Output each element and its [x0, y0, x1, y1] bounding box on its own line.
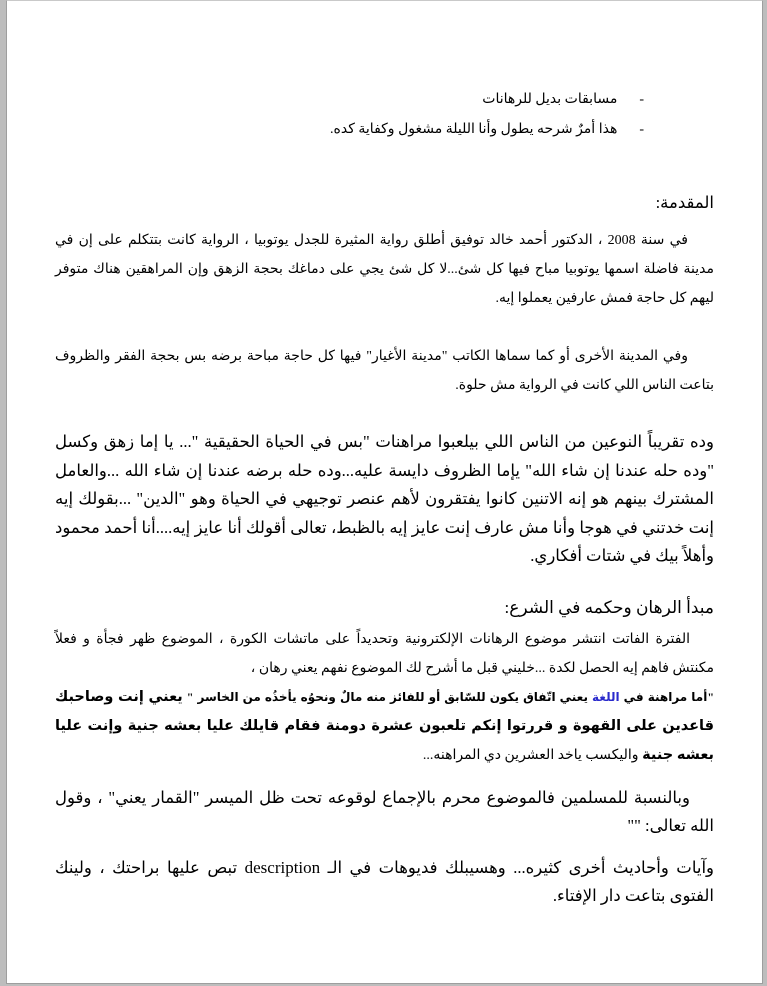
paragraph-utopia: في سنة 2008 ، الدكتور أحمد خالد توفيق أطلق رواية المثيرة للجدل يوتوبيا ، الرواية كانت بتتكلم على إن في مدينة فاضلة اسمها يوتوبيا مباح فيها كل شئ...لا كل شئ يجي على دماغك بحجة الزهق وإن المراهقين هناك متوفر ليهم كل حاجة فمش عارفين يعملوا إيه.: [55, 233, 714, 306]
paragraph-ruling: وبالنسبة للمسلمين فالموضوع محرم بالإجماع لوقوعه تحت ظل الميسر "القمار يعني" ، وقول الله تعالى: "": [55, 787, 714, 835]
section-heading-betting: مبدأ الرهان وحكمه في الشرع:: [504, 597, 714, 617]
paragraph-betting-intro: الفترة الفاتت انتشر موضوع الرهانات الإلكترونية وتحديداً على ماتشات الكورة ، الموضوع ظهر فجأة و فعلاً مكنتش فاهم إيه الحصل لكدة ...خليني قبل ما أشرح لك الموضوع نفهم يعني رهان ،: [55, 631, 714, 676]
intro-heading: المقدمة:: [655, 193, 714, 212]
dictionary-link[interactable]: اللغة: [592, 689, 620, 704]
paragraph-definition-quote: [55, 683, 714, 770]
bullet-list: [55, 85, 714, 145]
quote-open: "أما مراهنة في: [619, 689, 715, 704]
paragraph-other-city: وفي المدينة الأخرى أو كما سماها الكاتب "مدينة الأغيار" فيها كل حاجة مباحة برضه بس بحجة الفقر والظروف بتاعت الناس اللي كانت في الرواية مش حلوة.: [55, 349, 714, 393]
quote-tail: واليكسب ياخد العشرين دي المراهنه...: [422, 747, 639, 763]
bullet-text: مسابقات بديل للرهانات: [482, 92, 618, 107]
quote-rest: يعني اتّفاق يكون للسّابق أو للفائز منه مالٌ ونحوُه يأخذُه من الخاسر ": [182, 689, 593, 704]
paragraph-closing: [55, 854, 714, 910]
list-item: [55, 85, 644, 115]
bullet-dash: -: [639, 92, 644, 107]
closing-text-a: وآيات وأحاديث أخرى كثيره... وهسيبلك فديوهات في الـ: [320, 857, 714, 877]
closing-text-c: تبص عليها براحتك ، ولينك الفتوى بتاعت دار الإفتاء.: [55, 857, 714, 905]
document-page: [6, 0, 763, 984]
paragraph-two-types: وده تقريباً النوعين من الناس اللي بيلعبوا مراهنات "بس في الحياة الحقيقية "... يا إما زهق وكسل "وده حله عندنا إن شاء الله" يإما الظروف دايسة عليه...وده حله برضه عندنا إن شاء الله ...والعامل المشترك بينهم هو إنه الاتنين كانوا يفتقرون لأهم عنصر توجيهي في الحياة وهو "الدين" ...بقولك إيه إنت خدتني في هوجا وأنا مش عارف إنت عايز إيه بالظبط، تعالى أقولك أنا عايز إيه....أنا أحمد محمود وأهلاً بيك في شتات أفكاري.: [55, 432, 714, 565]
list-item: [55, 115, 644, 145]
description-word: description: [244, 857, 321, 877]
quote-explanation: يعني إنت وصاحبك قاعدين على القهوة و قررتوا إنكم تلعبون عشرة دومنة فقام قايلك عليا بعشه جنية وإنت عليا بعشه جنية: [55, 688, 714, 763]
bullet-dash: -: [639, 122, 644, 137]
bullet-text: هذا أمرٌ شرحه يطول وأنا الليلة مشغول وكفاية كده.: [330, 122, 618, 137]
